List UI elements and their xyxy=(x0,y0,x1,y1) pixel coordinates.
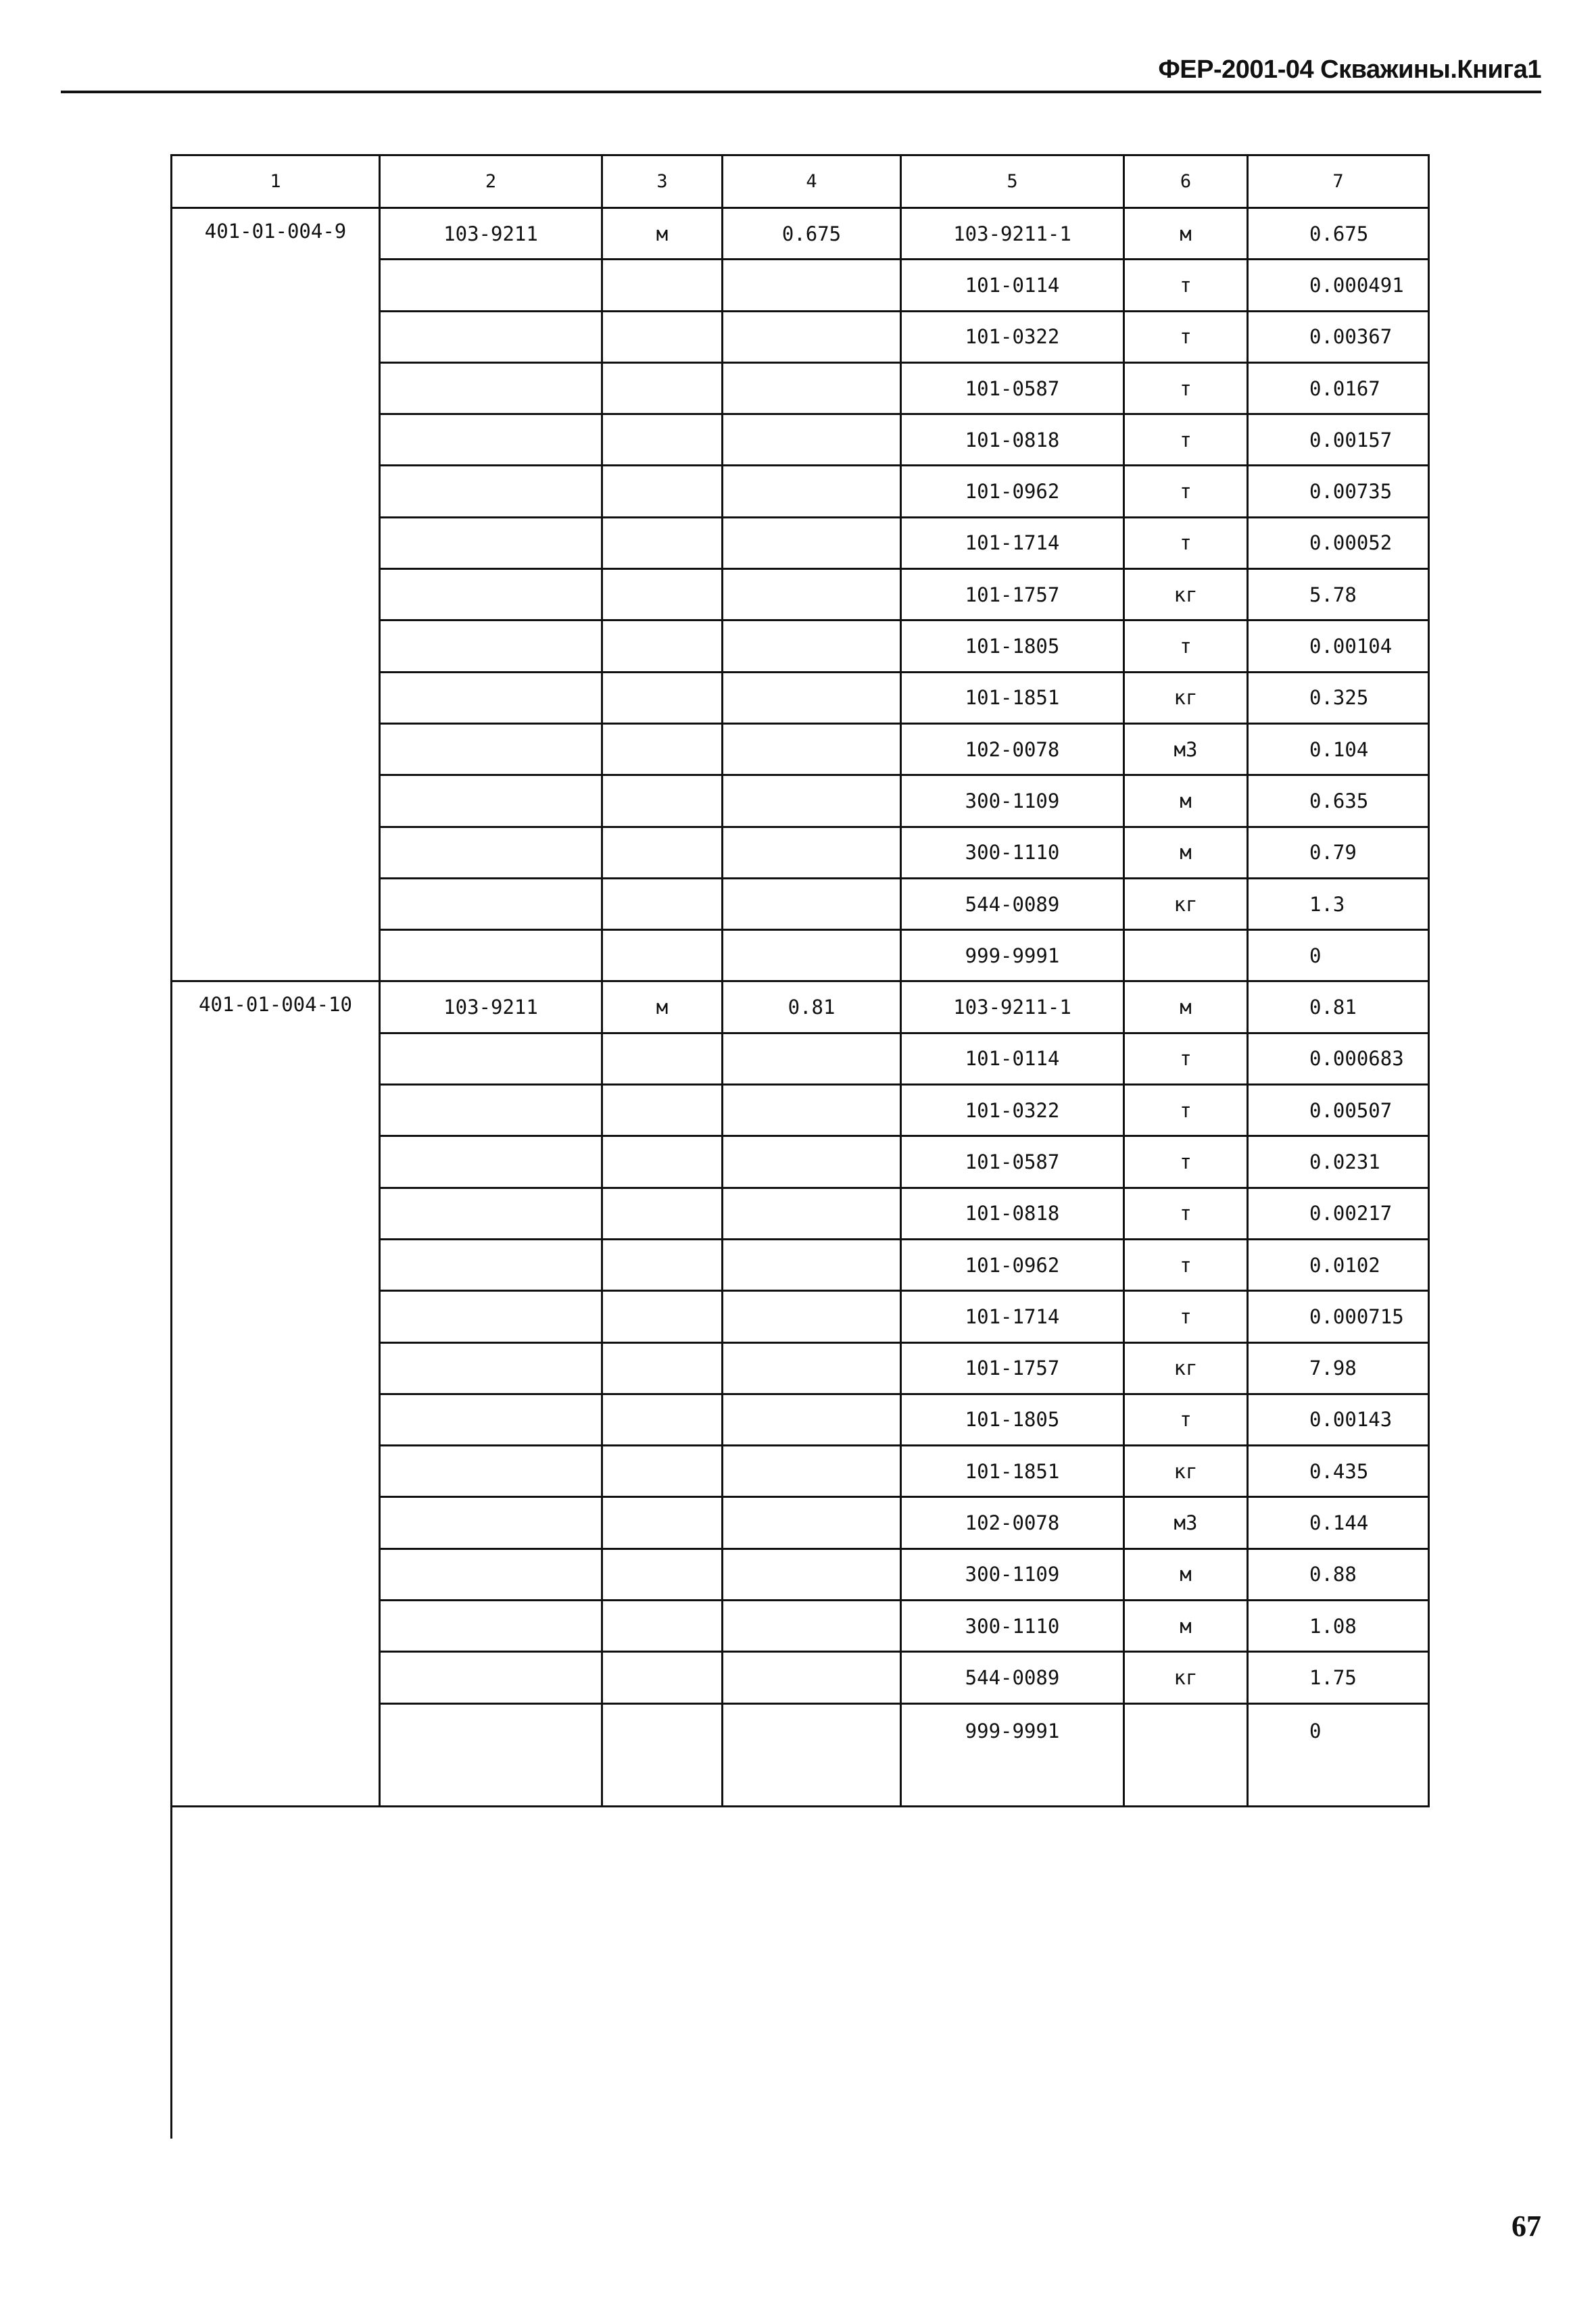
material-unit-cell: т xyxy=(1125,1395,1249,1446)
material-unit-cell: кг xyxy=(1125,1446,1249,1498)
resource-code-cell: 103-9211 xyxy=(381,982,603,1033)
unit-cell xyxy=(603,518,723,570)
material-unit-cell: т xyxy=(1125,415,1249,466)
resource-code-cell xyxy=(381,570,603,621)
material-code-cell: 101-0818 xyxy=(902,1189,1125,1240)
material-code-cell: 101-1714 xyxy=(902,1292,1125,1343)
unit-cell xyxy=(603,776,723,827)
material-code-cell: 101-1851 xyxy=(902,673,1125,725)
header-rule xyxy=(61,91,1541,93)
material-code-cell: 300-1110 xyxy=(902,828,1125,879)
resource-code-cell xyxy=(381,673,603,725)
quantity-cell xyxy=(723,1601,902,1653)
quantity-cell xyxy=(723,518,902,570)
quantity-cell xyxy=(723,415,902,466)
unit-cell xyxy=(603,364,723,415)
quantity-cell xyxy=(723,466,902,518)
material-code-cell: 101-1805 xyxy=(902,1395,1125,1446)
material-norm-cell: 0.675 xyxy=(1249,209,1430,260)
unit-cell xyxy=(603,1498,723,1549)
material-norm-cell: 0.81 xyxy=(1249,982,1430,1033)
resource-code-cell xyxy=(381,621,603,673)
unit-cell xyxy=(603,312,723,364)
resource-code-cell xyxy=(381,1705,603,1808)
material-code-cell: 101-0114 xyxy=(902,260,1125,312)
material-code-cell: 102-0078 xyxy=(902,725,1125,776)
material-code-cell: 101-0322 xyxy=(902,1086,1125,1137)
material-code-cell: 101-0114 xyxy=(902,1034,1125,1086)
material-norm-cell: 0.00507 xyxy=(1249,1086,1430,1137)
column-header-3: 3 xyxy=(603,156,723,209)
material-norm-cell: 0.144 xyxy=(1249,1498,1430,1549)
resource-code-cell xyxy=(381,1292,603,1343)
work-code-cell: 401-01-004-9 xyxy=(172,209,381,982)
quantity-cell xyxy=(723,1705,902,1808)
material-norm-cell: 0.00104 xyxy=(1249,621,1430,673)
material-code-cell: 103-9211-1 xyxy=(902,982,1125,1033)
material-norm-cell: 1.08 xyxy=(1249,1601,1430,1653)
unit-cell: м xyxy=(603,209,723,260)
material-unit-cell: т xyxy=(1125,1034,1249,1086)
resource-code-cell xyxy=(381,1446,603,1498)
resource-code-cell xyxy=(381,931,603,982)
unit-cell xyxy=(603,931,723,982)
unit-cell xyxy=(603,1137,723,1188)
material-norm-cell: 0.104 xyxy=(1249,725,1430,776)
material-code-cell: 999-9991 xyxy=(902,1705,1125,1808)
quantity-cell xyxy=(723,1395,902,1446)
unit-cell xyxy=(603,1292,723,1343)
resource-code-cell xyxy=(381,1189,603,1240)
quantity-cell xyxy=(723,1086,902,1137)
unit-cell xyxy=(603,1601,723,1653)
material-code-cell: 101-0962 xyxy=(902,1240,1125,1292)
quantity-cell xyxy=(723,312,902,364)
material-norm-cell: 0.00367 xyxy=(1249,312,1430,364)
material-unit-cell: кг xyxy=(1125,879,1249,931)
column-header-7: 7 xyxy=(1249,156,1430,209)
material-norm-cell: 0.000715 xyxy=(1249,1292,1430,1343)
quantity-cell xyxy=(723,1446,902,1498)
material-norm-cell: 0.0231 xyxy=(1249,1137,1430,1188)
resource-code-cell xyxy=(381,1395,603,1446)
column-header-5: 5 xyxy=(902,156,1125,209)
material-norm-cell: 0.0167 xyxy=(1249,364,1430,415)
quantity-cell xyxy=(723,364,902,415)
material-unit-cell: т xyxy=(1125,518,1249,570)
resource-code-cell xyxy=(381,879,603,931)
material-code-cell: 101-1851 xyxy=(902,1446,1125,1498)
material-norm-cell: 0.325 xyxy=(1249,673,1430,725)
quantity-cell xyxy=(723,1034,902,1086)
material-unit-cell: т xyxy=(1125,1240,1249,1292)
material-norm-cell: 0.000491 xyxy=(1249,260,1430,312)
material-unit-cell xyxy=(1125,931,1249,982)
quantity-cell xyxy=(723,570,902,621)
quantity-cell: 0.81 xyxy=(723,982,902,1033)
resource-table xyxy=(170,154,1430,2139)
unit-cell: м xyxy=(603,982,723,1033)
material-norm-cell: 0.0102 xyxy=(1249,1240,1430,1292)
material-norm-cell: 0.435 xyxy=(1249,1446,1430,1498)
material-code-cell: 300-1109 xyxy=(902,1550,1125,1601)
material-code-cell: 101-0962 xyxy=(902,466,1125,518)
resource-code-cell xyxy=(381,466,603,518)
material-unit-cell: т xyxy=(1125,260,1249,312)
material-norm-cell: 5.78 xyxy=(1249,570,1430,621)
unit-cell xyxy=(603,1189,723,1240)
unit-cell xyxy=(603,725,723,776)
material-unit-cell: т xyxy=(1125,1137,1249,1188)
quantity-cell xyxy=(723,1292,902,1343)
material-code-cell: 101-0587 xyxy=(902,1137,1125,1188)
material-norm-cell: 0.635 xyxy=(1249,776,1430,827)
material-code-cell: 101-0587 xyxy=(902,364,1125,415)
material-unit-cell: кг xyxy=(1125,1653,1249,1704)
material-unit-cell: т xyxy=(1125,1189,1249,1240)
material-unit-cell: т xyxy=(1125,312,1249,364)
material-unit-cell xyxy=(1125,1705,1249,1808)
document-header-title: ФЕР-2001-04 Скважины.Книга1 xyxy=(1158,55,1541,84)
resource-code-cell xyxy=(381,415,603,466)
material-code-cell: 999-9991 xyxy=(902,931,1125,982)
material-code-cell: 544-0089 xyxy=(902,1653,1125,1704)
resource-code-cell xyxy=(381,1086,603,1137)
material-unit-cell: м xyxy=(1125,828,1249,879)
resource-code-cell xyxy=(381,1034,603,1086)
unit-cell xyxy=(603,1653,723,1704)
quantity-cell xyxy=(723,776,902,827)
material-unit-cell: м xyxy=(1125,776,1249,827)
material-code-cell: 101-0322 xyxy=(902,312,1125,364)
material-unit-cell: т xyxy=(1125,466,1249,518)
quantity-cell xyxy=(723,621,902,673)
material-unit-cell: м xyxy=(1125,209,1249,260)
unit-cell xyxy=(603,1705,723,1808)
quantity-cell xyxy=(723,1137,902,1188)
material-norm-cell: 0.79 xyxy=(1249,828,1430,879)
material-norm-cell: 0.00052 xyxy=(1249,518,1430,570)
quantity-cell xyxy=(723,1344,902,1395)
material-unit-cell: т xyxy=(1125,364,1249,415)
material-code-cell: 102-0078 xyxy=(902,1498,1125,1549)
material-unit-cell: кг xyxy=(1125,570,1249,621)
material-unit-cell: т xyxy=(1125,1086,1249,1137)
unit-cell xyxy=(603,260,723,312)
material-unit-cell: м xyxy=(1125,1601,1249,1653)
material-unit-cell: т xyxy=(1125,621,1249,673)
material-unit-cell: м3 xyxy=(1125,1498,1249,1549)
unit-cell xyxy=(603,1395,723,1446)
material-norm-cell: 0.00157 xyxy=(1249,415,1430,466)
material-code-cell: 101-1805 xyxy=(902,621,1125,673)
material-norm-cell: 0.88 xyxy=(1249,1550,1430,1601)
column-header-4: 4 xyxy=(723,156,902,209)
resource-code-cell xyxy=(381,260,603,312)
material-norm-cell: 0 xyxy=(1249,931,1430,982)
quantity-cell xyxy=(723,828,902,879)
unit-cell xyxy=(603,1240,723,1292)
column-header-6: 6 xyxy=(1125,156,1249,209)
unit-cell xyxy=(603,621,723,673)
material-code-cell: 101-1757 xyxy=(902,570,1125,621)
unit-cell xyxy=(603,1086,723,1137)
material-norm-cell: 0 xyxy=(1249,1705,1430,1808)
unit-cell xyxy=(603,1446,723,1498)
unit-cell xyxy=(603,879,723,931)
material-unit-cell: м xyxy=(1125,982,1249,1033)
material-code-cell: 101-1714 xyxy=(902,518,1125,570)
quantity-cell xyxy=(723,931,902,982)
resource-code-cell xyxy=(381,1653,603,1704)
resource-code-cell xyxy=(381,518,603,570)
resource-code-cell xyxy=(381,364,603,415)
material-norm-cell: 0.000683 xyxy=(1249,1034,1430,1086)
quantity-cell xyxy=(723,1240,902,1292)
quantity-cell: 0.675 xyxy=(723,209,902,260)
material-unit-cell: кг xyxy=(1125,1344,1249,1395)
quantity-cell xyxy=(723,673,902,725)
material-norm-cell: 0.00143 xyxy=(1249,1395,1430,1446)
work-code-cell: 401-01-004-10 xyxy=(172,982,381,1807)
material-code-cell: 300-1109 xyxy=(902,776,1125,827)
resource-code-cell xyxy=(381,1240,603,1292)
unit-cell xyxy=(603,1344,723,1395)
column-header-1: 1 xyxy=(172,156,381,209)
material-unit-cell: т xyxy=(1125,1292,1249,1343)
resource-code-cell xyxy=(381,725,603,776)
material-norm-cell: 0.00735 xyxy=(1249,466,1430,518)
page-number: 67 xyxy=(1512,2210,1541,2243)
material-norm-cell: 1.3 xyxy=(1249,879,1430,931)
material-code-cell: 300-1110 xyxy=(902,1601,1125,1653)
unit-cell xyxy=(603,415,723,466)
quantity-cell xyxy=(723,879,902,931)
material-norm-cell: 1.75 xyxy=(1249,1653,1430,1704)
resource-code-cell xyxy=(381,312,603,364)
quantity-cell xyxy=(723,1653,902,1704)
unit-cell xyxy=(603,1550,723,1601)
material-unit-cell: м xyxy=(1125,1550,1249,1601)
resource-code-cell: 103-9211 xyxy=(381,209,603,260)
material-unit-cell: кг xyxy=(1125,673,1249,725)
resource-code-cell xyxy=(381,1550,603,1601)
material-norm-cell: 0.00217 xyxy=(1249,1189,1430,1240)
quantity-cell xyxy=(723,1189,902,1240)
material-code-cell: 544-0089 xyxy=(902,879,1125,931)
resource-code-cell xyxy=(381,1137,603,1188)
resource-code-cell xyxy=(381,776,603,827)
unit-cell xyxy=(603,570,723,621)
unit-cell xyxy=(603,673,723,725)
quantity-cell xyxy=(723,725,902,776)
quantity-cell xyxy=(723,1550,902,1601)
unit-cell xyxy=(603,1034,723,1086)
resource-code-cell xyxy=(381,1498,603,1549)
material-code-cell: 101-0818 xyxy=(902,415,1125,466)
quantity-cell xyxy=(723,260,902,312)
material-norm-cell: 7.98 xyxy=(1249,1344,1430,1395)
material-code-cell: 103-9211-1 xyxy=(902,209,1125,260)
material-code-cell: 101-1757 xyxy=(902,1344,1125,1395)
column-header-2: 2 xyxy=(381,156,603,209)
resource-code-cell xyxy=(381,1601,603,1653)
resource-code-cell xyxy=(381,828,603,879)
unit-cell xyxy=(603,828,723,879)
unit-cell xyxy=(603,466,723,518)
quantity-cell xyxy=(723,1498,902,1549)
resource-code-cell xyxy=(381,1344,603,1395)
material-unit-cell: м3 xyxy=(1125,725,1249,776)
